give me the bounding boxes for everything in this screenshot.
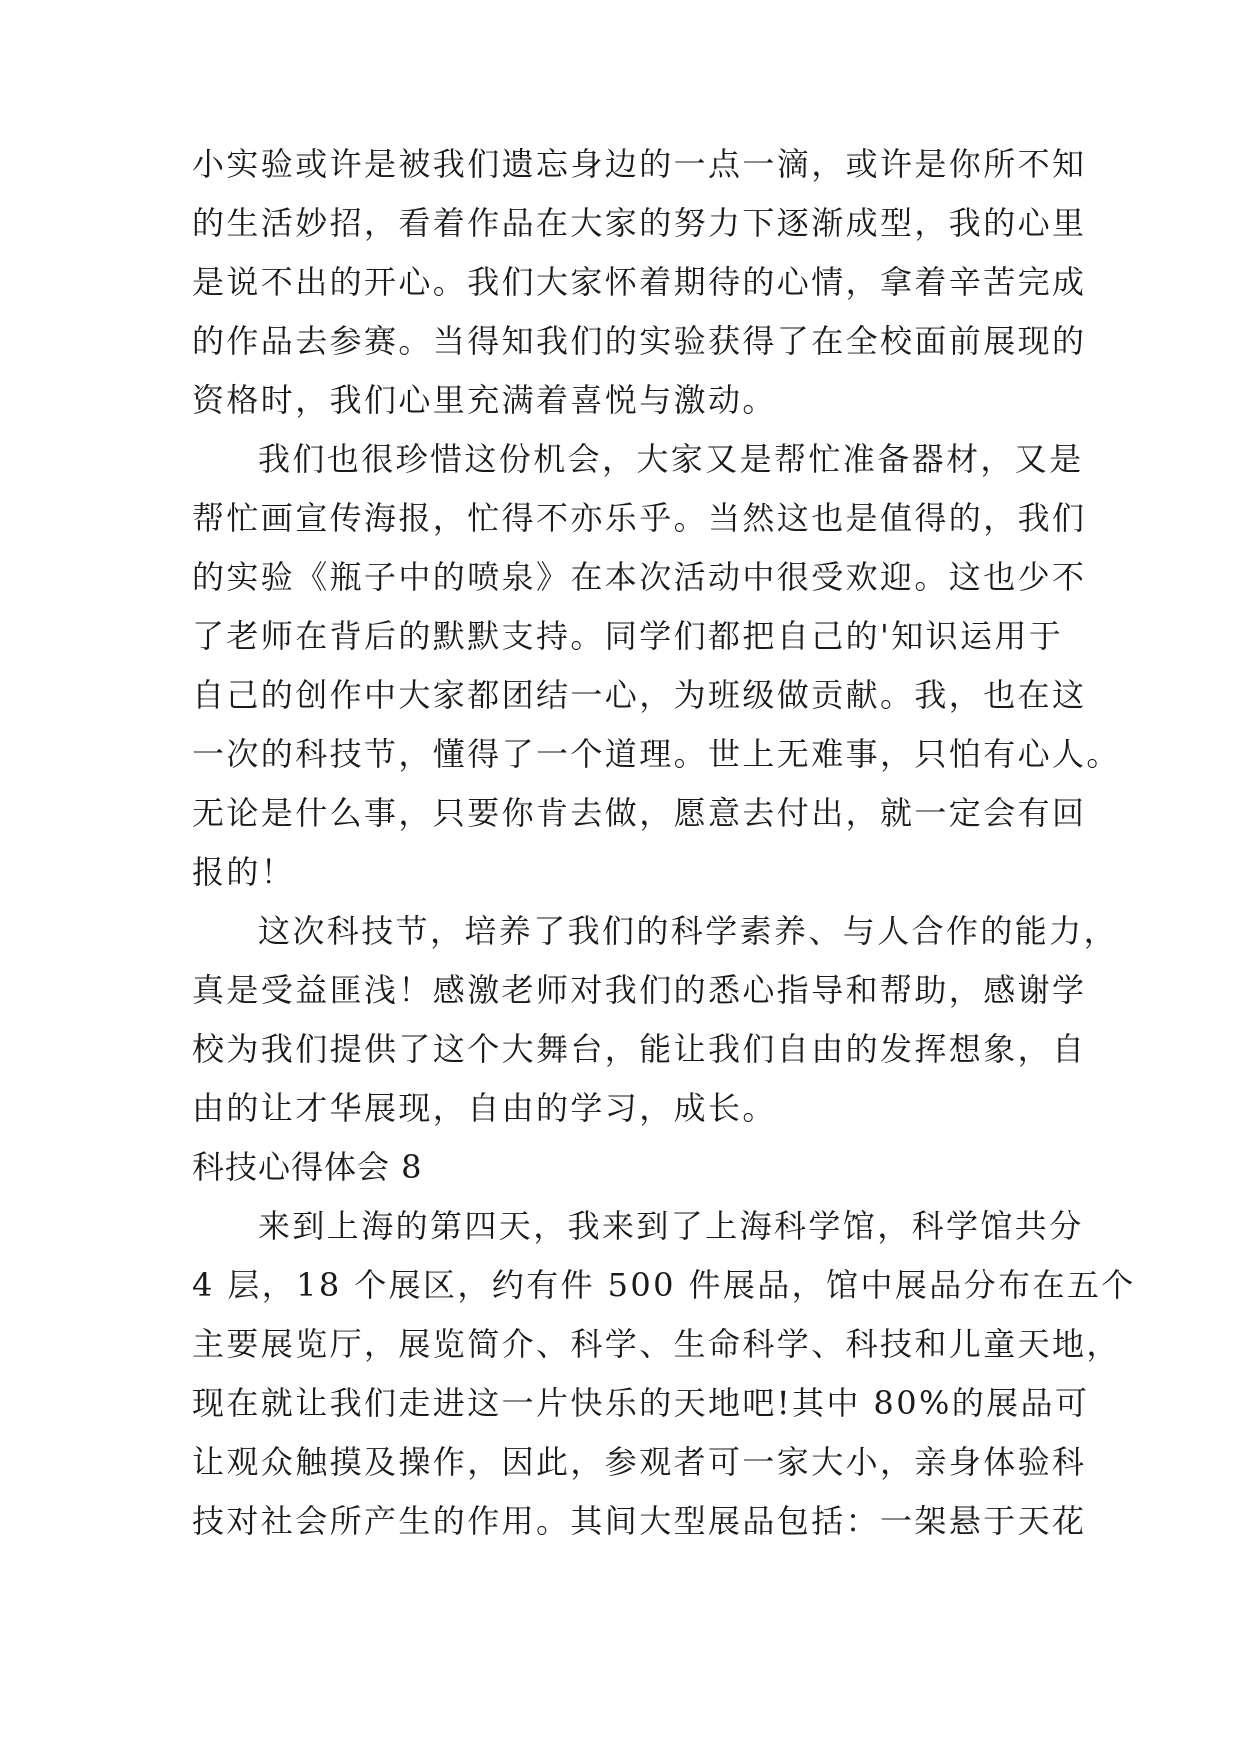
text-line: 小实验或许是被我们遗忘身边的一点一滴，或许是你所不知 xyxy=(192,145,1087,183)
text-line: 是说不出的开心。我们大家怀着期待的心情，拿着辛苦完成 xyxy=(192,263,1087,301)
document-page xyxy=(192,135,1136,1551)
text-line: 让观众触摸及操作，因此，参观者可一家大小，亲身体验科 xyxy=(192,1443,1087,1481)
text-line: 一次的科技节，懂得了一个道理。世上无难事，只怕有心人。 xyxy=(192,735,1121,773)
text-line: 主要展览厅，展览简介、科学、生命科学、科技和儿童天地， xyxy=(192,1325,1121,1363)
text-line: 4 层，18 个展区，约有件 500 件展品，馆中展品分布在五个 xyxy=(192,1266,1136,1304)
text-line: 来到上海的第四天，我来到了上海科学馆，科学馆共分 xyxy=(258,1207,1084,1245)
section-heading: 科技心得体会 8 xyxy=(192,1148,423,1186)
text-line: 由的让才华展现，自由的学习，成长。 xyxy=(192,1089,777,1127)
text-line: 的生活妙招，看着作品在大家的努力下逐渐成型，我的心里 xyxy=(192,204,1087,242)
text-line: 技对社会所产生的作用。其间大型展品包括：一架悬于天花 xyxy=(192,1502,1087,1540)
text-line: 校为我们提供了这个大舞台，能让我们自由的发挥想象，自 xyxy=(192,1030,1087,1068)
text-line: 的实验《瓶子中的喷泉》在本次活动中很受欢迎。这也少不 xyxy=(192,558,1087,596)
text-line: 了老师在背后的默默支持。同学们都把自己的'知识运用于 xyxy=(192,617,1064,655)
paragraph-3 xyxy=(192,902,1119,1138)
text-line: 帮忙画宣传海报，忙得不亦乐乎。当然这也是值得的，我们 xyxy=(192,499,1087,537)
text-line: 我们也很珍惜这份机会，大家又是帮忙准备器材，又是 xyxy=(258,440,1084,478)
text-line: 的作品去参赛。当得知我们的实验获得了在全校面前展现的 xyxy=(192,322,1087,360)
text-line: 无论是什么事，只要你肯去做，愿意去付出，就一定会有回 xyxy=(192,794,1087,832)
text-line: 资格时，我们心里充满着喜悦与激动。 xyxy=(192,381,777,419)
text-line: 自己的创作中大家都团结一心，为班级做贡献。我，也在这 xyxy=(192,676,1087,714)
text-line: 报的！ xyxy=(192,853,296,891)
paragraph-1 xyxy=(192,135,1087,430)
paragraph-2 xyxy=(192,430,1121,902)
text-line: 这次科技节，培养了我们的科学素养、与人合作的能力， xyxy=(258,912,1119,950)
text-line: 真是受益匪浅！感激老师对我们的悉心指导和帮助，感谢学 xyxy=(192,971,1087,1009)
text-line: 现在就让我们走进这一片快乐的天地吧!其中 80%的展品可 xyxy=(192,1384,1090,1422)
paragraph-4 xyxy=(192,1197,1136,1551)
